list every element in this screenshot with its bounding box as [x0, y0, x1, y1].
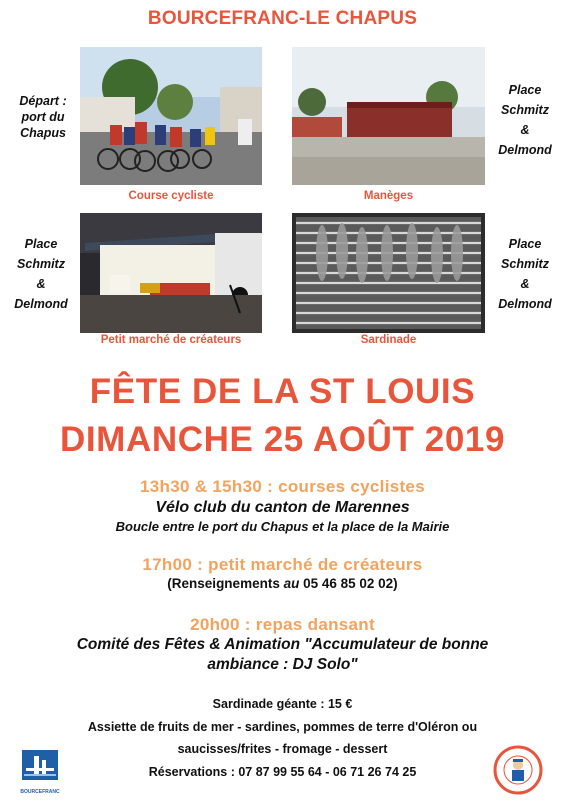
- sardinade-menu-line-1: Assiette de fruits de mer - sardines, pommes de terre d'Oléron ou: [87, 720, 478, 734]
- caption-market: Petit marché de créateurs: [100, 334, 242, 346]
- market-time: 17h00 : petit marché de créateurs: [142, 555, 423, 574]
- caption-carousels: Manèges: [363, 190, 414, 202]
- race-club: Vélo club du canton de Marennes: [155, 499, 410, 516]
- event-title: FÊTE DE LA ST LOUIS: [89, 372, 476, 411]
- sardinade-price: Sardinade géante : 15 €: [212, 697, 353, 711]
- side-label-depart: Départ : port du Chapus: [19, 94, 67, 140]
- side-label-place-market: Place Schmitz & Delmond: [14, 237, 68, 311]
- race-route: Boucle entre le port du Chapus et la place de la Mairie: [115, 519, 450, 534]
- photo-craft-market: [80, 213, 262, 333]
- caption-cycling: Course cycliste: [128, 190, 214, 202]
- caption-sardinade: Sardinade: [360, 334, 417, 346]
- event-date: DIMANCHE 25 AOÛT 2019: [59, 420, 506, 459]
- race-time: 13h30 & 15h30 : courses cyclistes: [140, 477, 425, 496]
- town-logo: [20, 748, 60, 795]
- dinner-line-1: Comité des Fêtes & Animation "Accumulateur de bonne: [76, 636, 489, 653]
- market-info: (Renseignements au 05 46 85 02 02): [167, 576, 398, 591]
- dinner-line-2: ambiance : DJ Solo": [207, 656, 358, 673]
- sardinade-menu-line-2: saucisses/frites - fromage - dessert: [177, 742, 388, 756]
- dinner-time: 20h00 : repas dansant: [190, 615, 375, 634]
- side-label-place-carousels: Place Schmitz & Delmond: [498, 83, 552, 157]
- photo-carousels: [292, 47, 485, 185]
- photo-cycling-race: [80, 47, 262, 185]
- town-title: BOURCEFRANC-LE CHAPUS: [147, 8, 418, 29]
- comite-logo: [493, 745, 543, 795]
- photo-sardines-grill: [292, 213, 485, 333]
- reservations: Réservations : 07 87 99 55 64 - 06 71 26 74 25: [148, 765, 417, 779]
- town-logo-text: BOURCEFRANC: [20, 789, 60, 795]
- side-label-place-sardinade: Place Schmitz & Delmond: [498, 237, 552, 311]
